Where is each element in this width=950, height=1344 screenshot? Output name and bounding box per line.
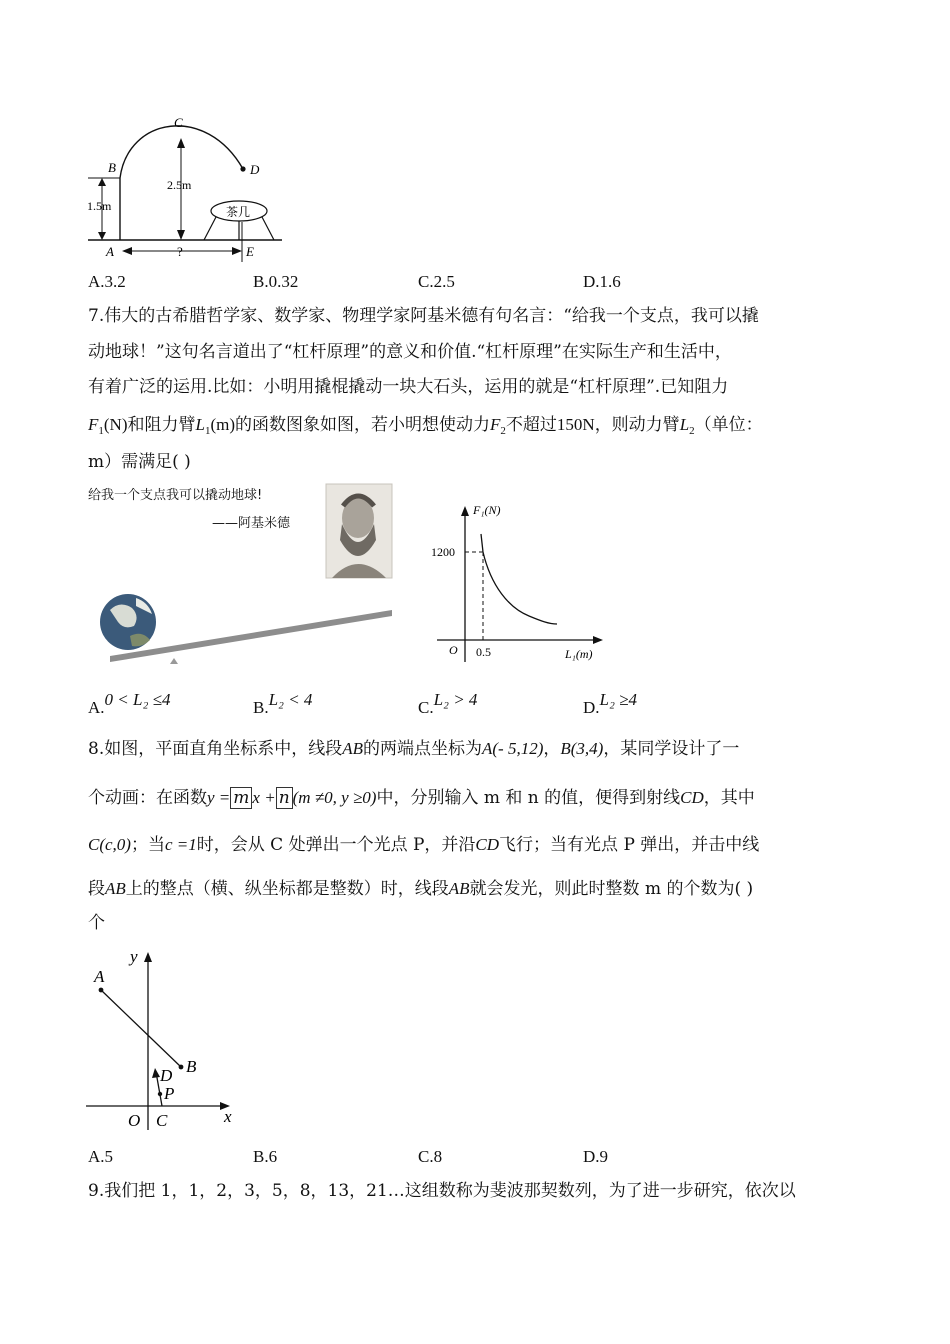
fig-label-d: D xyxy=(160,1066,173,1085)
archimedes-quote: 给我一个支点我可以撬动地球! xyxy=(88,488,263,503)
inverse-curve xyxy=(481,534,557,624)
q7-option-a: A.0 < L₂ ≤4 xyxy=(88,690,171,717)
q7-option-b: B.L₂ < 4 xyxy=(253,690,313,717)
q8-option-a: A.5 xyxy=(88,1147,114,1166)
f1-symbol: $F_1$ xyxy=(88,415,104,437)
q7-line-1: 7.伟大的古希腊哲学家、数学家、物理学家阿基米德有句名言：“给我一个支点，我可以撬 xyxy=(88,306,759,326)
fig-label-p: P xyxy=(164,1084,175,1103)
graph-ylabel: F₁(N) xyxy=(473,503,501,517)
tea-table-label: 茶几 xyxy=(226,205,251,219)
fig-label-o: O xyxy=(128,1111,141,1130)
label-B: B xyxy=(108,160,116,175)
q8-line-3: C(c,0)；当c =1时，会从 C 处弹出一个光点 P，并沿CD飞行；当有光点 P 弹出，并击中线 xyxy=(88,835,760,855)
fig-label-x: x xyxy=(224,1107,232,1126)
height-2.5m: 2.5m xyxy=(167,178,192,192)
label-E: E xyxy=(246,244,254,259)
f2-symbol: $F_2$ xyxy=(490,415,506,437)
q7-option-d: D.L₂ ≥4 xyxy=(583,690,637,717)
archimedes-illustration xyxy=(96,480,396,670)
graph-xlabel: L₁(m) xyxy=(565,647,593,661)
q7-line-2: 动地球！”这句名言道出了“杠杆原理”的意义和价值.“杠杆原理”在实际生产和生活中， xyxy=(88,342,732,362)
graph-x-tick: 0.5 xyxy=(476,645,491,659)
label-D: D xyxy=(250,162,260,177)
q6-option-b: B.0.32 xyxy=(253,272,299,291)
f1-l1-graph xyxy=(425,496,615,666)
q7-option-c: C.L₂ > 4 xyxy=(418,690,478,717)
fig-label-y: y xyxy=(130,947,138,966)
l1-symbol: $L_1$ xyxy=(195,415,211,437)
height-1.5m: 1.5m xyxy=(87,199,112,213)
label-A: A xyxy=(106,244,114,259)
fig-label-c: C xyxy=(156,1111,168,1130)
q7-line-5: m）需满足( ) xyxy=(88,452,191,472)
fig-label-b: B xyxy=(186,1057,197,1076)
coordinate-figure xyxy=(84,944,244,1134)
trajectory-figure xyxy=(86,112,286,264)
q9-line-1: 9.我们把 1，1，2，3，5，8，13，21…这组数称为斐波那契数列，为了进一步研究，依次以 xyxy=(88,1181,796,1201)
q8-line-1: 8.如图，平面直角坐标系中，线段AB的两端点坐标为A(- 5,12)，B(3,4)，某同学设计了一 xyxy=(88,739,740,759)
q6-option-c: C.2.5 xyxy=(418,272,455,291)
q8-line-5: 个 xyxy=(88,913,105,933)
q8-option-d: D.9 xyxy=(583,1147,609,1166)
q8-line-2: 个动画：在函数y = m x + n (m ≠0, y ≥0)中，分别输入 m 和 n 的值，便得到射线CD，其中 xyxy=(88,788,755,808)
fig-label-a: A xyxy=(94,967,105,986)
archimedes-author: ——阿基米德 xyxy=(212,516,291,531)
fulcrum xyxy=(170,658,178,664)
point-a-coord: A(- 5,12) xyxy=(482,739,544,758)
q7-line-3: 有着广泛的运用.比如：小明用撬棍撬动一块大石头，运用的就是“杠杆原理”.已知阻力 xyxy=(88,377,729,397)
q6-option-d: D.1.6 xyxy=(583,272,621,291)
input-box-m: m xyxy=(230,787,252,809)
graph-origin: O xyxy=(449,643,458,657)
segment-ab xyxy=(101,990,181,1067)
q8-line-4: 段AB上的整点（横、纵坐标都是整数）时，线段AB就会发光，则此时整数 m 的个数为( ) xyxy=(88,879,754,899)
input-box-n: n xyxy=(276,787,293,809)
q8-option-b: B.6 xyxy=(253,1147,278,1166)
label-C: C xyxy=(174,115,183,130)
q8-option-c: C.8 xyxy=(418,1147,443,1166)
graph-y-tick: 1200 xyxy=(431,545,455,559)
l2-symbol: $L_2$ xyxy=(679,415,695,437)
point-b-coord: B(3,4) xyxy=(560,739,604,758)
q7-line-4: $F_1(N)$和阻力臂$L_1(m)$的函数图象如图，若小明想使动力$F_2$不超过150N，则动力臂$L_2$（单位： xyxy=(88,415,763,437)
q6-option-a: A.3.2 xyxy=(88,272,126,291)
unknown-distance: ? xyxy=(177,244,183,259)
